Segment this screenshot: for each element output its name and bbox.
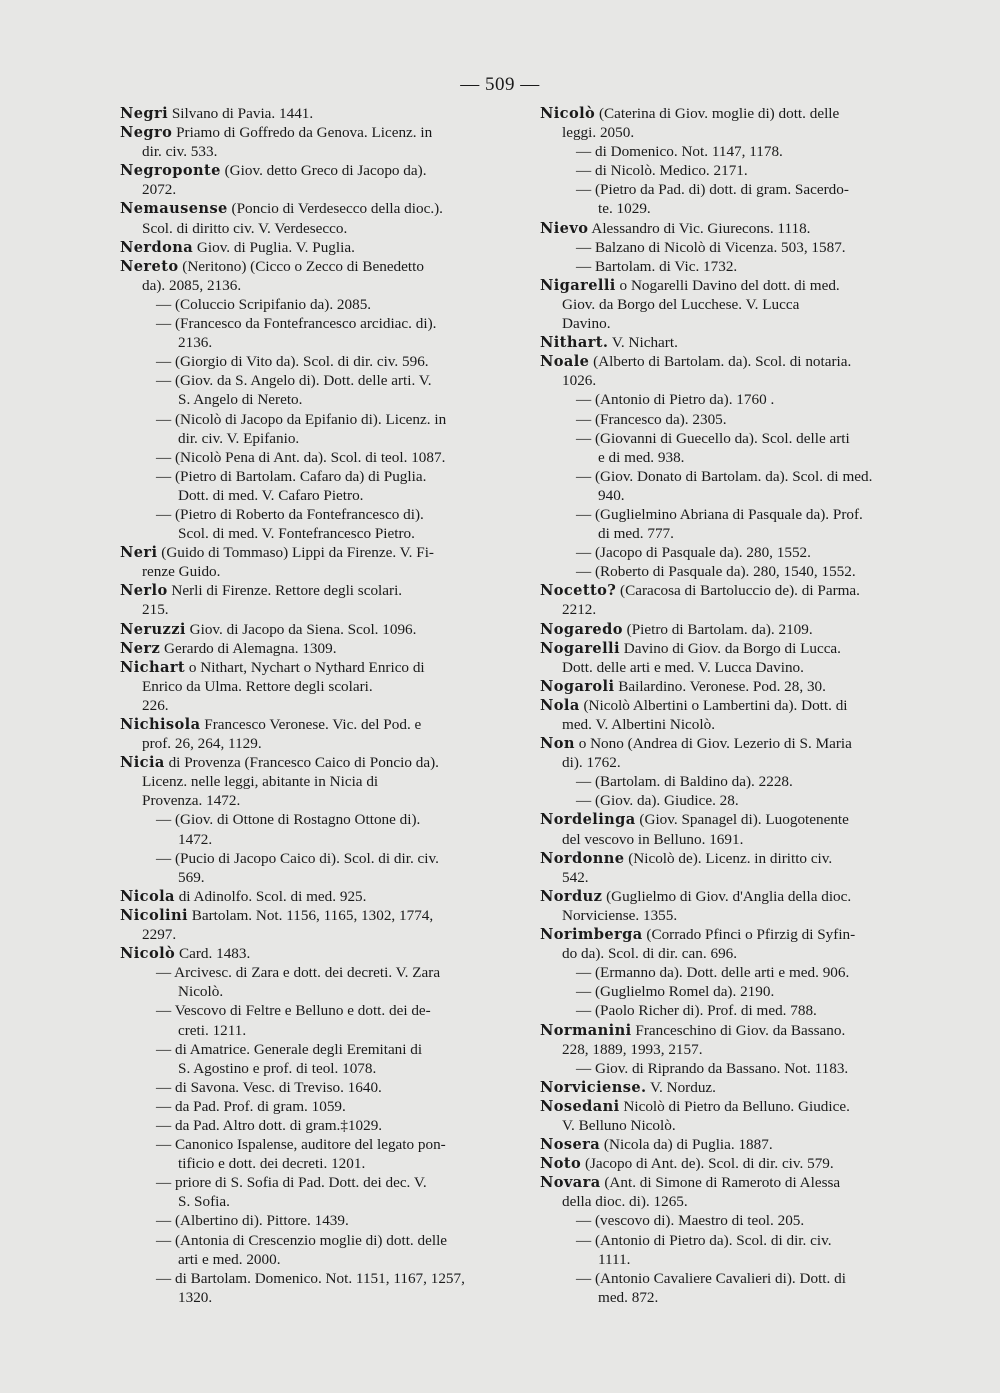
index-line [540, 505, 924, 524]
entry-text: 1026. [562, 372, 597, 390]
entry-text: — (Giorgio di Vito da). Scol. di dir. civ. 596. [156, 353, 429, 371]
entry-text: o Nogarelli Davino del dott. di med. [615, 276, 840, 294]
entry-headword: Negro [120, 124, 173, 142]
index-line [120, 658, 512, 677]
index-line [120, 753, 512, 772]
entry-headword: Nosedani [540, 1097, 620, 1115]
entry-text: Norviciense. 1355. [562, 906, 678, 924]
entry-text: — di Bartolam. Domenico. Not. 1151, 1167, 1257, [156, 1269, 465, 1287]
index-line [540, 906, 924, 925]
entry-text: — (Giov. da S. Angelo di). Dott. delle arti. V. [156, 372, 432, 390]
entry-text: Francesco Veronese. Vic. del Pod. e [200, 716, 422, 733]
entry-text: di med. 777. [598, 525, 674, 543]
entry-text: — (Roberto di Pasquale da). 280, 1540, 1552. [576, 563, 856, 581]
entry-text: della dioc. di). 1265. [562, 1193, 688, 1211]
index-line [120, 887, 512, 906]
index-line [120, 1288, 512, 1307]
index-line [120, 1135, 512, 1154]
index-line [120, 620, 512, 639]
entry-text: 2212. [562, 601, 597, 619]
entry-headword: Norduz [540, 887, 603, 905]
entry-text: 228, 1889, 1993, 2157. [562, 1040, 703, 1058]
entry-headword: Nereto [120, 257, 179, 275]
entry-text: Silvano di Pavia. 1441. [168, 105, 314, 122]
index-line [540, 772, 924, 791]
index-line [540, 295, 924, 314]
entry-text: (Caterina di Giov. moglie di) dott. delle [595, 105, 840, 122]
index-line [120, 410, 512, 429]
entry-text: di Provenza (Francesco Caico di Poncio da). [164, 754, 439, 772]
entry-text: med. 872. [598, 1288, 659, 1306]
index-line [120, 448, 512, 467]
entry-text: Scol. di diritto civ. V. Verdesecco. [142, 219, 348, 237]
entry-headword: Nerz [120, 639, 161, 657]
index-line [540, 543, 924, 562]
index-line [120, 1059, 512, 1078]
index-line [120, 581, 512, 600]
entry-text: — (Nicolò Pena di Ant. da). Scol. di teol. 1087. [156, 448, 446, 466]
index-line [540, 1001, 924, 1020]
index-line [120, 1078, 512, 1097]
index-line [540, 562, 924, 581]
entry-text: 2072. [142, 181, 177, 199]
index-line [540, 1097, 924, 1116]
index-line [120, 830, 512, 849]
entry-headword: Nogarelli [540, 639, 620, 657]
index-line [540, 810, 924, 829]
entry-text: (Alberto di Bartolam. da). Scol. di notaria. [589, 353, 852, 371]
index-line [120, 199, 512, 218]
index-line [540, 1135, 924, 1154]
entry-text: Gerardo di Alemagna. 1309. [160, 639, 337, 657]
entry-text: — (Paolo Richer di). Prof. di med. 788. [576, 1002, 817, 1020]
index-line [540, 257, 924, 276]
index-line [120, 1116, 512, 1135]
index-line [540, 314, 924, 333]
entry-headword: Norviciense. [540, 1078, 647, 1096]
index-line [120, 333, 512, 352]
index-line [120, 1173, 512, 1192]
entry-text: (Giov. detto Greco di Jacopo da). [220, 162, 427, 180]
entry-text: — priore di S. Sofia di Pad. Dott. dei dec. V. [156, 1174, 427, 1192]
entry-text: Licenz. nelle leggi, abitante in Nicia di [142, 773, 379, 791]
index-line [540, 429, 924, 448]
entry-headword: Nerdona [120, 238, 194, 256]
index-line [120, 295, 512, 314]
entry-text: — da Pad. Altro dott. di gram.‡1029. [156, 1116, 383, 1134]
entry-text: arti e med. 2000. [178, 1250, 281, 1268]
index-line [120, 1192, 512, 1211]
entry-text: (Giov. Spanagel di). Luogotenente [635, 811, 849, 829]
entry-text: 1320. [178, 1288, 213, 1306]
entry-text: Provenza. 1472. [142, 792, 241, 810]
entry-headword: Nicolò [540, 105, 596, 122]
entry-text: da). 2085, 2136. [142, 276, 242, 294]
entry-headword: Nichisola [120, 716, 201, 733]
entry-headword: Noto [540, 1155, 582, 1173]
index-line [540, 925, 924, 944]
entry-text: (Nicola da) di Puglia. 1887. [600, 1136, 773, 1154]
index-line [120, 639, 512, 658]
entry-text: Bailardino. Veronese. Pod. 28, 30. [614, 677, 826, 695]
entry-text: 2136. [178, 334, 213, 352]
index-line [120, 161, 512, 180]
entry-text: S. Angelo di Nereto. [178, 391, 303, 409]
index-line [540, 161, 924, 180]
index-line [120, 982, 512, 1001]
page-number: — 509 — [460, 74, 540, 95]
index-line [120, 1040, 512, 1059]
index-line [120, 524, 512, 543]
index-line [120, 868, 512, 887]
entry-text: (Neritono) (Cicco o Zecco di Benedetto [178, 257, 424, 275]
index-line [120, 849, 512, 868]
entry-text: — (Jacopo di Pasquale da). 280, 1552. [576, 544, 811, 562]
entry-headword: Nigarelli [540, 276, 616, 294]
index-line [540, 104, 924, 123]
entry-text: del vescovo in Belluno. 1691. [562, 830, 744, 848]
index-line [540, 371, 924, 390]
entry-text: — di Domenico. Not. 1147, 1178. [576, 143, 783, 161]
entry-text: Davino. [562, 315, 611, 333]
entry-text: prof. 26, 264, 1129. [142, 735, 262, 753]
entry-text: — (Pietro di Bartolam. Cafaro da) di Puglia. [156, 467, 427, 485]
index-line [120, 219, 512, 238]
index-line [120, 257, 512, 276]
entry-text: 569. [178, 868, 205, 886]
index-line [540, 677, 924, 696]
entry-text: — di Amatrice. Generale degli Eremitani di [156, 1040, 423, 1058]
index-line [540, 658, 924, 677]
entry-text: (Nicolò Albertini o Lambertini da). Dott. di [579, 696, 848, 714]
entry-headword: Nola [540, 696, 580, 714]
entry-headword: Nicolò [120, 945, 176, 963]
entry-text: S. Agostino e prof. di teol. 1078. [178, 1059, 377, 1077]
entry-text: Nerli di Firenze. Rettore degli scolari. [167, 582, 403, 600]
entry-headword: Nicolini [120, 906, 188, 924]
entry-text: — (vescovo di). Maestro di teol. 205. [576, 1212, 805, 1230]
index-line [540, 219, 924, 238]
entry-text: med. V. Albertini Nicolò. [562, 716, 715, 733]
entry-headword: Nicia [120, 754, 165, 772]
entry-text: — (Bartolam. di Baldino da). 2228. [576, 773, 793, 791]
entry-text: 1472. [178, 830, 213, 848]
index-line [540, 524, 924, 543]
index-line [540, 180, 924, 199]
entry-text: — (Coluccio Scripifanio da). 2085. [156, 295, 372, 313]
index-line [120, 352, 512, 371]
index-line [120, 238, 512, 257]
entry-text: Nicolò. [178, 983, 224, 1001]
entry-text: — (Pietro da Pad. di) dott. di gram. Sacerdo- [576, 181, 849, 199]
index-line [120, 925, 512, 944]
entry-text: 1111. [598, 1250, 631, 1268]
entry-text: o Nono (Andrea di Giov. Lezerio di S. Maria [574, 735, 852, 753]
entry-text: Dott. delle arti e med. V. Lucca Davino. [562, 658, 804, 676]
entry-text: (Nicolò de). Licenz. in diritto civ. [624, 849, 833, 867]
entry-text: — (Antonio Cavaliere Cavalieri di). Dott. di [576, 1269, 846, 1287]
index-line [540, 734, 924, 753]
index-line [540, 1231, 924, 1250]
right-column [540, 104, 924, 1307]
entry-headword: Nocetto? [540, 582, 617, 600]
index-line [540, 333, 924, 352]
entry-text: — (Antonia di Crescenzio moglie di) dott. delle [156, 1231, 448, 1249]
entry-text: di Adinolfo. Scol. di med. 925. [174, 887, 367, 905]
entry-text: renze Guido. [142, 563, 221, 581]
entry-text: — (Guglielmo Romel da). 2190. [576, 983, 775, 1001]
entry-text: — di Nicolò. Medico. 2171. [576, 162, 748, 180]
entry-headword: Normanini [540, 1021, 632, 1039]
entry-text: e di med. 938. [598, 448, 685, 466]
entry-text: creti. 1211. [178, 1021, 247, 1039]
index-line [540, 1192, 924, 1211]
entry-text: Dott. di med. V. Cafaro Pietro. [178, 486, 364, 504]
index-line [120, 314, 512, 333]
index-line [120, 1269, 512, 1288]
entry-text: — (Albertino di). Pittore. 1439. [156, 1212, 349, 1230]
entry-text: 215. [142, 601, 169, 619]
entry-headword: Nerlo [120, 582, 168, 600]
entry-text: — Balzano di Nicolò di Vicenza. 503, 1587. [576, 238, 846, 256]
index-line [540, 390, 924, 409]
entry-text: — (Giov. di Ottone di Rostagno Ottone di). [156, 811, 421, 829]
entry-headword: Negri [120, 105, 169, 122]
entry-text: 940. [598, 486, 625, 504]
entry-text: — (Antonio di Pietro da). Scol. di dir. civ. [576, 1231, 832, 1249]
entry-text: — (Francesco da). 2305. [576, 410, 727, 428]
entry-text: dir. civ. V. Epifanio. [178, 429, 300, 447]
index-line [540, 1040, 924, 1059]
entry-text: — Bartolam. di Vic. 1732. [576, 257, 738, 275]
entry-text: Card. 1483. [175, 945, 251, 963]
entry-text: — (Giov. da). Giudice. 28. [576, 792, 739, 810]
index-line [120, 677, 512, 696]
entry-text: Enrico da Ulma. Rettore degli scolari. [142, 677, 373, 695]
index-line [120, 467, 512, 486]
entry-headword: Nemausense [120, 200, 228, 218]
index-line [540, 486, 924, 505]
index-line [540, 620, 924, 639]
index-line [540, 887, 924, 906]
entry-text: 542. [562, 868, 589, 886]
index-line [540, 581, 924, 600]
index-line [120, 1250, 512, 1269]
entry-text: V. Nichart. [608, 334, 678, 352]
entry-text: (Poncio di Verdesecco della dioc.). [227, 200, 443, 218]
entry-headword: Nichart [120, 658, 186, 676]
index-line [540, 467, 924, 486]
index-line [540, 1173, 924, 1192]
index-line [120, 715, 512, 734]
index-line [120, 600, 512, 619]
index-line [540, 791, 924, 810]
entry-text: — (Francesco da Fontefrancesco arcidiac. di). [156, 315, 437, 333]
index-line [540, 963, 924, 982]
index-line [540, 982, 924, 1001]
index-line [540, 352, 924, 371]
index-line [540, 238, 924, 257]
entry-text: do da). Scol. di dir. can. 696. [562, 945, 738, 963]
index-line [540, 1269, 924, 1288]
entry-text: 226. [142, 696, 169, 714]
index-line [540, 1078, 924, 1097]
index-line [120, 543, 512, 562]
entry-text: — Vescovo di Feltre e Belluno e dott. dei de- [156, 1002, 431, 1020]
entry-text: Alessandro di Vic. Giurecons. 1118. [588, 219, 811, 237]
entry-text: te. 1029. [598, 200, 651, 218]
entry-text: — (Pucio di Jacopo Caico di). Scol. di dir. civ. [156, 849, 439, 867]
index-line [120, 772, 512, 791]
entry-headword: Non [540, 735, 575, 753]
entry-text: (Corrado Pfinci o Pfirzig di Syfin- [642, 926, 856, 944]
entry-text: 2297. [142, 926, 177, 944]
entry-text: — (Guglielmino Abriana di Pasquale da). Prof. [576, 505, 863, 523]
index-line [120, 180, 512, 199]
entry-text: — (Giovanni di Guecello da). Scol. delle arti [576, 429, 850, 447]
index-line [540, 830, 924, 849]
entry-headword: Nicola [120, 887, 175, 905]
entry-headword: Nogaroli [540, 677, 615, 695]
entry-text: Nicolò di Pietro da Belluno. Giudice. [619, 1097, 850, 1115]
index-line [540, 696, 924, 715]
index-line [120, 963, 512, 982]
index-line [540, 1021, 924, 1040]
index-line [540, 199, 924, 218]
index-line [540, 410, 924, 429]
index-line [120, 1021, 512, 1040]
index-line [540, 639, 924, 658]
entry-text: — Giov. di Riprando da Bassano. Not. 1183. [576, 1059, 849, 1077]
index-line [540, 715, 924, 734]
entry-text: (Jacopo di Ant. de). Scol. di dir. civ. 579. [581, 1155, 834, 1173]
entry-headword: Negroponte [120, 162, 221, 180]
entry-text: — Canonico Ispalense, auditore del legato pon- [156, 1136, 446, 1154]
index-line [540, 944, 924, 963]
index-line [120, 142, 512, 161]
entry-text: V. Belluno Nicolò. [562, 1116, 676, 1134]
entry-text: Scol. di med. V. Fontefrancesco Pietro. [178, 525, 415, 543]
entry-headword: Nogaredo [540, 620, 623, 638]
entry-text: — (Nicolò di Jacopo da Epifanio di). Licenz. in [156, 410, 447, 428]
entry-text: tificio e dott. dei decreti. 1201. [178, 1155, 366, 1173]
index-line [120, 1231, 512, 1250]
entry-text: (Caracosa di Bartoluccio de). di Parma. [616, 582, 860, 600]
index-line [120, 1154, 512, 1173]
entry-text: — (Pietro di Roberto da Fontefrancesco di). [156, 505, 424, 523]
entry-text: (Pietro di Bartolam. da). 2109. [622, 620, 813, 638]
index-line [120, 1001, 512, 1020]
index-line [120, 562, 512, 581]
index-line [540, 849, 924, 868]
left-column [120, 104, 512, 1307]
index-line [540, 276, 924, 295]
index-line [120, 429, 512, 448]
index-line [540, 1059, 924, 1078]
entry-text: Priamo di Goffredo da Genova. Licenz. in [172, 124, 433, 142]
entry-headword: Noale [540, 353, 590, 371]
index-line [120, 1097, 512, 1116]
entry-text: leggi. 2050. [562, 124, 635, 142]
entry-text: o Nithart, Nychart o Nythard Enrico di [185, 658, 425, 676]
index-line [540, 1288, 924, 1307]
index-line [120, 486, 512, 505]
index-line [120, 104, 512, 123]
entry-text: Giov. di Puglia. V. Puglia. [193, 238, 355, 256]
index-line [120, 791, 512, 810]
index-line [540, 868, 924, 887]
entry-text: (Guido di Tommaso) Lippi da Firenze. V. Fi- [157, 544, 434, 562]
index-line [540, 1116, 924, 1135]
entry-headword: Norimberga [540, 926, 643, 944]
entry-text: (Guglielmo di Giov. d'Anglia della dioc. [602, 887, 852, 905]
entry-text: Davino di Giov. da Borgo di Lucca. [619, 639, 841, 657]
entry-text: Giov. da Borgo del Lucchese. V. Lucca [562, 295, 800, 313]
entry-headword: Nievo [540, 219, 589, 237]
entry-text: Franceschino di Giov. da Bassano. [631, 1021, 846, 1039]
index-line [120, 1211, 512, 1230]
entry-text: — Arcivesc. di Zara e dott. dei decreti. V. Zara [156, 964, 441, 982]
index-line [540, 1250, 924, 1269]
entry-text: — di Savona. Vesc. di Treviso. 1640. [156, 1078, 382, 1096]
entry-text: di). 1762. [562, 754, 621, 772]
entry-headword: Nordonne [540, 849, 625, 867]
index-line [120, 906, 512, 925]
entry-text: dir. civ. 533. [142, 143, 218, 161]
entry-headword: Nithart. [540, 334, 609, 352]
entry-text: V. Norduz. [646, 1078, 716, 1096]
index-line [540, 448, 924, 467]
index-line [120, 696, 512, 715]
index-line [540, 123, 924, 142]
index-line [120, 123, 512, 142]
entry-headword: Neruzzi [120, 620, 186, 638]
index-line [540, 142, 924, 161]
entry-headword: Nordelinga [540, 811, 636, 829]
index-line [540, 600, 924, 619]
index-line [120, 390, 512, 409]
index-line [540, 753, 924, 772]
index-line [120, 810, 512, 829]
index-line [120, 944, 512, 963]
entry-headword: Neri [120, 544, 158, 562]
entry-text: (Ant. di Simone di Rameroto di Alessa [600, 1174, 841, 1192]
entry-text: Bartolam. Not. 1156, 1165, 1302, 1774, [187, 906, 434, 924]
entry-text: — (Ermanno da). Dott. delle arti e med. 906. [576, 964, 850, 982]
entry-headword: Novara [540, 1174, 601, 1192]
entry-text: — da Pad. Prof. di gram. 1059. [156, 1097, 346, 1115]
entry-headword: Nosera [540, 1136, 601, 1154]
entry-text: S. Sofia. [178, 1193, 230, 1211]
entry-text: — (Giov. Donato di Bartolam. da). Scol. di med. [576, 467, 873, 485]
index-line [120, 734, 512, 753]
entry-text: — (Antonio di Pietro da). 1760 . [576, 391, 775, 409]
index-line [120, 371, 512, 390]
index-line [540, 1211, 924, 1230]
index-line [120, 505, 512, 524]
index-line [120, 276, 512, 295]
index-line [540, 1154, 924, 1173]
entry-text: Giov. di Jacopo da Siena. Scol. 1096. [185, 620, 417, 638]
